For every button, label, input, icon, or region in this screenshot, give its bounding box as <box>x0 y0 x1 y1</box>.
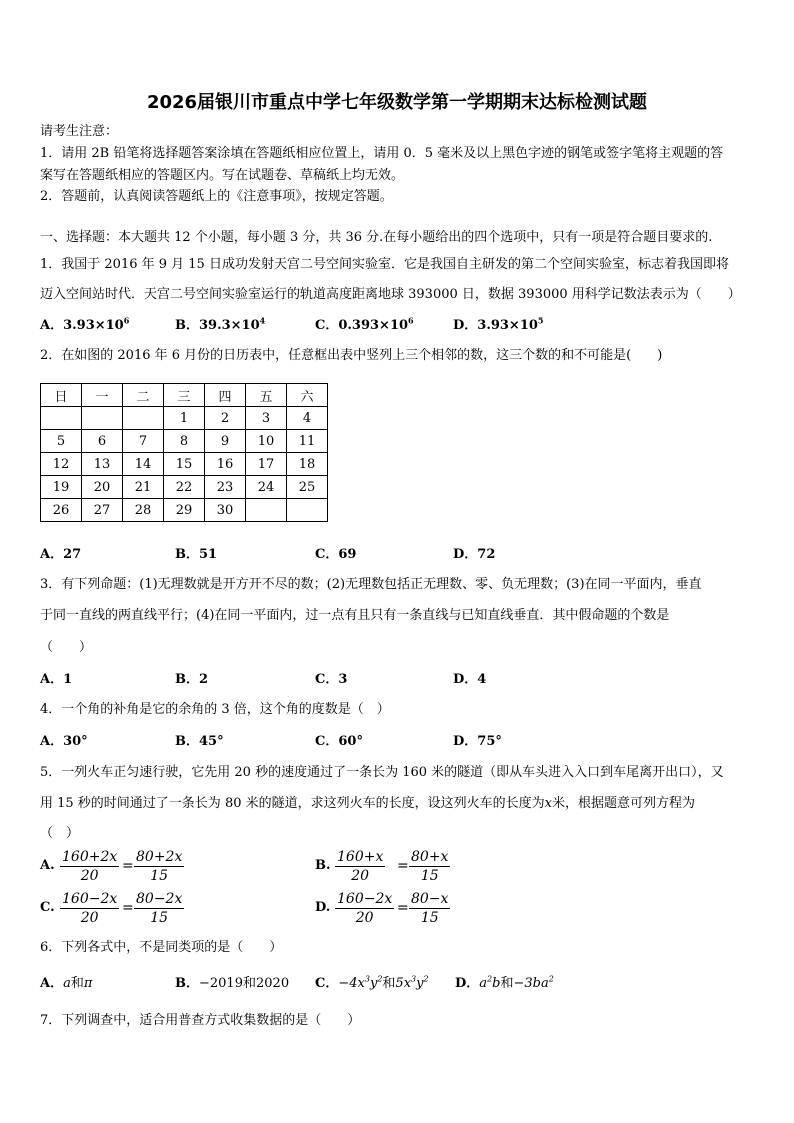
calendar-row <box>41 453 328 476</box>
calendar-cell: 27 <box>82 499 123 522</box>
calendar-table <box>40 383 328 522</box>
calendar-cell: 20 <box>82 476 123 499</box>
calendar-cell: 一 <box>82 384 123 407</box>
q1-option-a[interactable]: A．$3.93\times 10^6$ <box>40 315 130 333</box>
calendar-cell: 六 <box>287 384 328 407</box>
calendar-cell: 13 <box>82 453 123 476</box>
q5-left-fraction: $\frac{160-2x}{20}$ <box>337 891 393 926</box>
q6-option-d[interactable]: D．$a^2b$和$-3ba^2$ <box>455 974 554 991</box>
calendar-cell: 23 <box>205 476 246 499</box>
calendar-cell <box>123 407 164 430</box>
q6-text-1: 6．下列各式中，不是同类项的是（ ） <box>40 940 283 955</box>
calendar-cell: 日 <box>41 384 82 407</box>
q4-option-d[interactable]: D．75° <box>453 734 502 749</box>
q5-left-fraction: $\frac{160+2x}{20}$ <box>62 849 118 884</box>
notice-item-1: 1．请用 2B 铅笔将选择题答案涂填在答题纸相应位置上，请用 0．5 毫米及以上黑色字迹的钢笔或签字笔将主观题的答 <box>40 146 724 161</box>
calendar-row <box>41 407 328 430</box>
calendar-cell: 6 <box>82 430 123 453</box>
q2-option-c[interactable]: C．69 <box>315 547 357 562</box>
notice-item-1-cont: 案写在答题纸相应的答题区内。写在试题卷、草稿纸上均无效。 <box>40 168 405 183</box>
q1-text-1: 1．我国于 2016 年 9 月 15 日成功发射天宫二号空间实验室．它是我国自主研发的第二个空间实验室，标志着我国即将 <box>40 257 729 272</box>
q4-option-a[interactable]: A．30° <box>40 734 88 749</box>
calendar-cell: 28 <box>123 499 164 522</box>
q3-option-b[interactable]: B．2 <box>175 672 209 687</box>
q5-option-b[interactable] <box>315 848 555 888</box>
calendar-row <box>41 499 328 522</box>
q5-option-d[interactable] <box>315 890 555 930</box>
q1-option-b[interactable]: B．$39.3\times 10^4$ <box>175 315 266 333</box>
q3-option-a[interactable]: A．1 <box>40 672 73 687</box>
calendar-cell: 25 <box>287 476 328 499</box>
q2-text-1: 2．在如图的 2016 年 6 月份的日历表中，任意框出表中竖列上三个相邻的数，这三个数的和不可能是( ) <box>40 348 663 363</box>
calendar-cell: 2 <box>205 407 246 430</box>
q4-option-c[interactable]: C．60° <box>315 734 363 749</box>
q5-text-3: （ ） <box>40 826 80 841</box>
q2-option-b[interactable]: B．51 <box>175 547 218 562</box>
calendar-cell: 5 <box>41 430 82 453</box>
q2-option-d[interactable]: D．72 <box>453 547 496 562</box>
calendar-cell: 30 <box>205 499 246 522</box>
q5-option-a[interactable] <box>40 848 280 888</box>
q5-text-2: 用 15 秒的时间通过了一条长为 80 米的隧道，求这列火车的长度，设这列火车的长度为x米，根据题意可列方程为 <box>40 796 695 811</box>
calendar-cell: 3 <box>246 407 287 430</box>
calendar-cell: 18 <box>287 453 328 476</box>
calendar-cell <box>246 499 287 522</box>
calendar-cell: 7 <box>123 430 164 453</box>
calendar-cell: 四 <box>205 384 246 407</box>
calendar-cell <box>82 407 123 430</box>
equals-sign: = <box>122 900 134 916</box>
q6-option-c[interactable]: C．$-4x^3y^2$和$5x^3y^2$ <box>315 974 429 991</box>
calendar-cell: 8 <box>164 430 205 453</box>
notice-heading: 请考生注意： <box>40 124 119 139</box>
calendar-cell: 24 <box>246 476 287 499</box>
q2-option-a[interactable]: A．27 <box>40 547 82 562</box>
equals-sign: = <box>122 858 134 874</box>
page-title: 2026届银川市重点中学七年级数学第一学期期末达标检测试题 <box>146 92 648 113</box>
calendar-cell: 1 <box>164 407 205 430</box>
q1-option-d[interactable]: D．$3.93\times 10^5$ <box>453 315 544 333</box>
q3-text-1: 3．有下列命题：(1)无理数就是开方开不尽的数；(2)无理数包括正无理数、零、负无理数；(3)在同一平面内，垂直 <box>40 577 702 592</box>
calendar-cell: 二 <box>123 384 164 407</box>
section-heading: 一、选择题：本大题共 12 个小题，每小题 3 分，共 36 分.在每小题给出的四个选项中，只有一项是符合题目要求的. <box>40 230 713 245</box>
calendar-row <box>41 430 328 453</box>
calendar-cell: 29 <box>164 499 205 522</box>
calendar-cell: 三 <box>164 384 205 407</box>
q3-text-3: （ ） <box>40 640 93 655</box>
q1-option-c[interactable]: C．$0.393\times 10^6$ <box>315 315 414 333</box>
calendar-row <box>41 476 328 499</box>
q6-option-b[interactable]: B．−2019和2020 <box>175 976 290 991</box>
calendar-cell <box>287 499 328 522</box>
calendar-cell: 4 <box>287 407 328 430</box>
notice-item-2: 2．答题前，认真阅读答题纸上的《注意事项》，按规定答题。 <box>40 189 393 204</box>
q5-option-c[interactable] <box>40 890 280 930</box>
calendar-cell: 12 <box>41 453 82 476</box>
q5-option-label: C. <box>40 900 55 915</box>
q5-option-label: D. <box>315 900 331 915</box>
q5-option-label: B. <box>315 858 331 873</box>
calendar-cell: 五 <box>246 384 287 407</box>
q5-option-label: A. <box>40 858 55 873</box>
q7-text-1: 7．下列调查中，适合用普查方式收集数据的是（ ） <box>40 1013 361 1028</box>
calendar-header-row <box>41 384 328 407</box>
calendar-cell: 21 <box>123 476 164 499</box>
calendar-cell: 10 <box>246 430 287 453</box>
q6-option-a[interactable]: A．a和π <box>40 976 93 991</box>
q5-left-fraction: $\frac{160+x}{20}$ <box>337 849 384 884</box>
calendar-cell: 14 <box>123 453 164 476</box>
q5-text-1: 5．一列火车正匀速行驶，它先用 20 秒的速度通过了一条长为 160 米的隧道（即从车头进入入口到车尾离开出口），又 <box>40 765 724 780</box>
calendar-cell: 9 <box>205 430 246 453</box>
q5-right-fraction: $\frac{80+x}{15}$ <box>411 849 449 884</box>
calendar-cell: 19 <box>41 476 82 499</box>
q5-right-fraction: $\frac{80-x}{15}$ <box>411 891 449 926</box>
calendar-cell: 22 <box>164 476 205 499</box>
q3-text-2: 于同一直线的两直线平行；(4)在同一平面内，过一点有且只有一条直线与已知直线垂直．其中假命题的个数是 <box>40 608 670 623</box>
calendar-cell: 11 <box>287 430 328 453</box>
q4-option-b[interactable]: B．45° <box>175 734 224 749</box>
q3-option-d[interactable]: D．4 <box>453 672 487 687</box>
calendar-cell: 16 <box>205 453 246 476</box>
calendar-cell <box>41 407 82 430</box>
equals-sign: = <box>397 858 409 874</box>
calendar-cell: 26 <box>41 499 82 522</box>
q5-right-fraction: $\frac{80-2x}{15}$ <box>136 891 183 926</box>
q4-text-1: 4．一个角的补角是它的余角的 3 倍，这个角的度数是（ ） <box>40 702 390 717</box>
q5-left-fraction: $\frac{160-2x}{20}$ <box>62 891 118 926</box>
calendar-cell: 15 <box>164 453 205 476</box>
q1-text-2: 迈入空间站时代．天宫二号空间实验室运行的轨道高度距离地球 393000 日，数据 393000 用科学记数法表示为（ ） <box>40 287 741 302</box>
equals-sign: = <box>397 900 409 916</box>
calendar-cell: 17 <box>246 453 287 476</box>
q3-option-c[interactable]: C．3 <box>315 672 348 687</box>
q5-right-fraction: $\frac{80+2x}{15}$ <box>136 849 183 884</box>
